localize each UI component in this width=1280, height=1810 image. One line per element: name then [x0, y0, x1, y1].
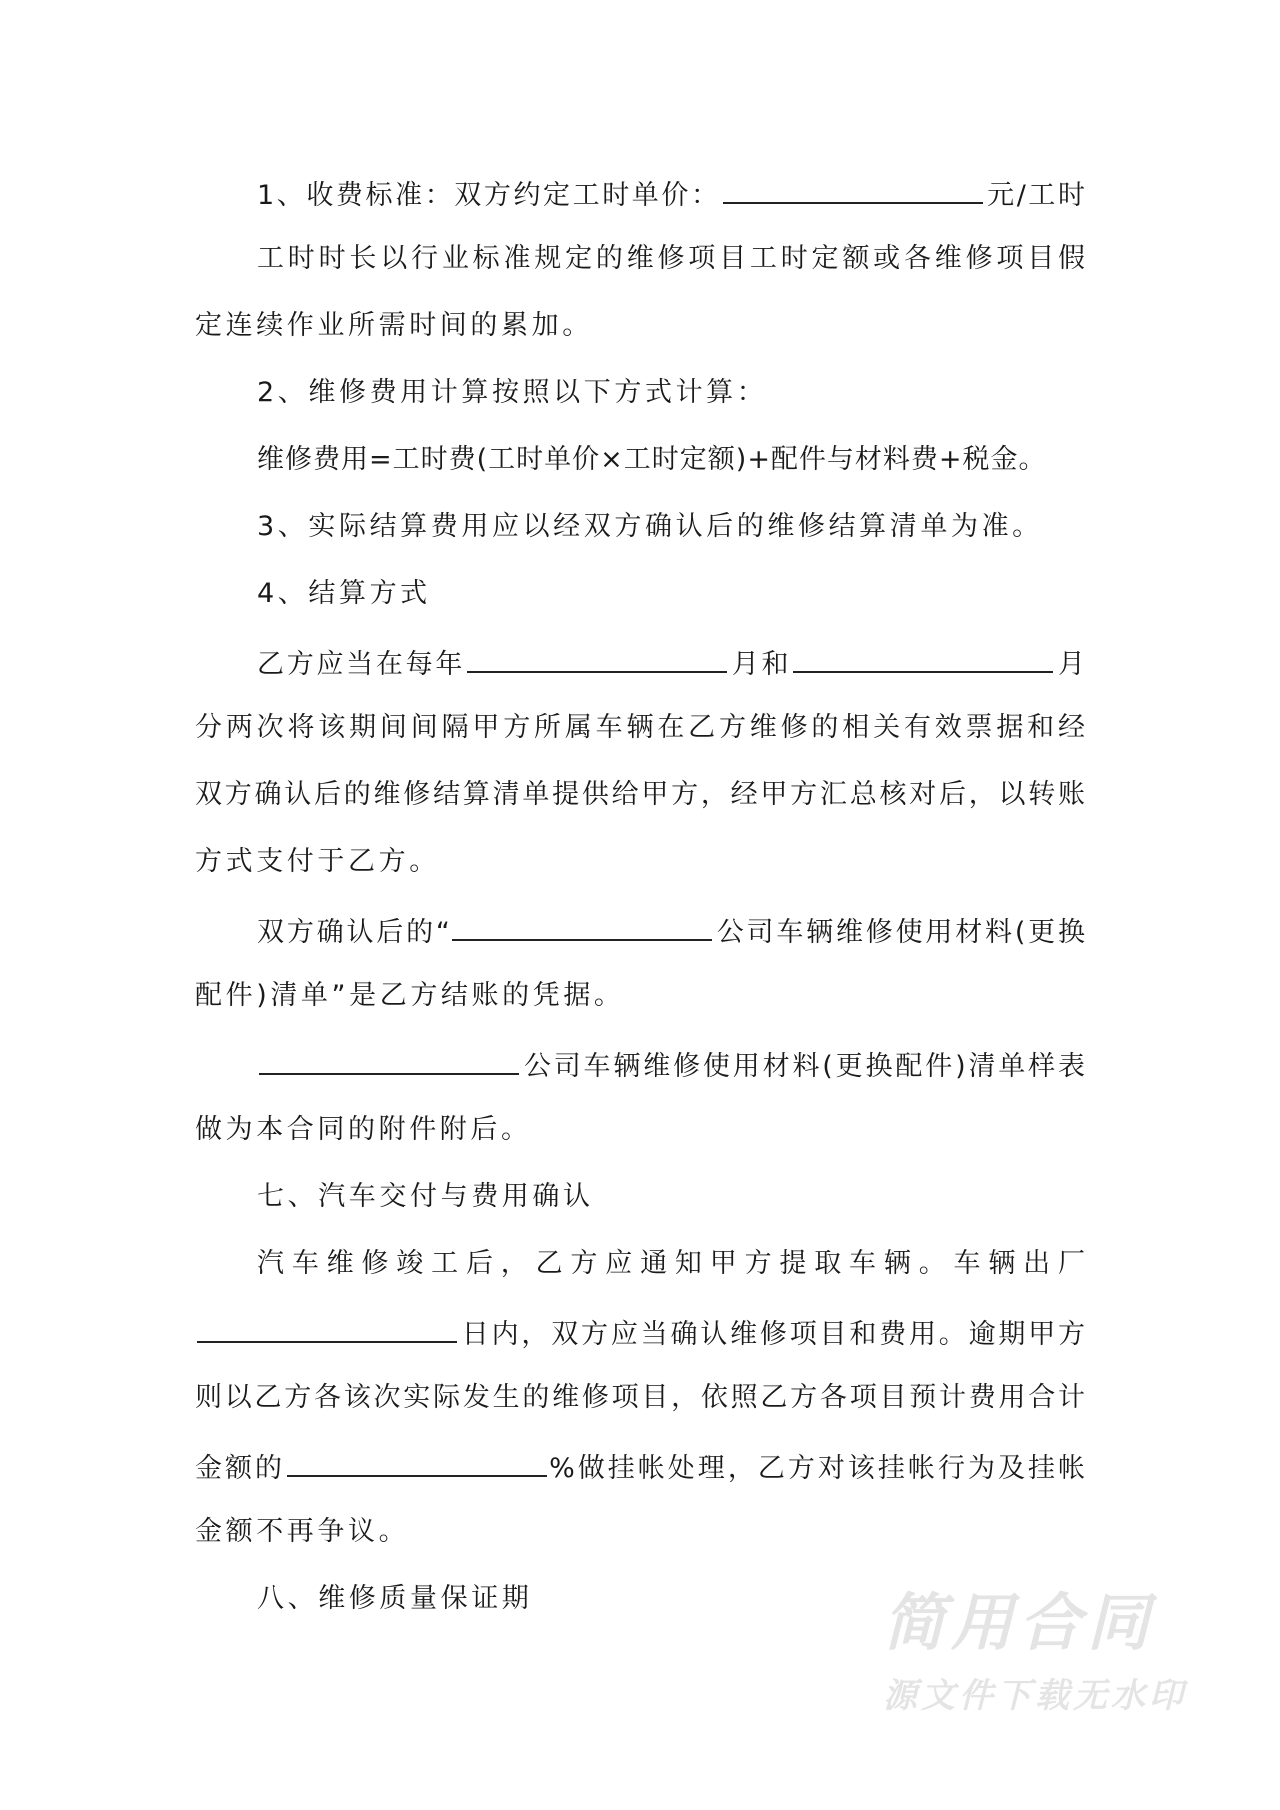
settlement-months-prefix: 乙方应当在每年 [257, 649, 466, 680]
paragraph-line: 工时时长以行业标准规定的维修项目工时定额或各维修项目假 [257, 243, 1085, 274]
paragraph-line: 分两次将该期间间隔甲方所属车辆在乙方维修的相关有效票据和经 [195, 712, 1085, 743]
section-heading-eight: 八、维修质量保证期 [257, 1583, 533, 1614]
materials-list-prefix: 双方确认后的“ [257, 917, 450, 948]
paragraph-line: 定连续作业所需时间的累加。 [195, 310, 593, 341]
hourly-rate-blank[interactable] [723, 172, 983, 204]
percentage-suffix: %做挂帐处理，乙方对该挂帐行为及挂帐 [549, 1453, 1086, 1484]
section-heading-2: 2、维修费用计算按照以下方式计算： [257, 377, 768, 408]
section-heading-4: 4、结算方式 [257, 578, 431, 609]
paragraph-line: 方式支付于乙方。 [195, 846, 440, 877]
first-month-blank[interactable] [467, 641, 727, 673]
company-name-blank[interactable] [452, 909, 712, 941]
settlement-months-suffix: 月 [1055, 649, 1086, 680]
sample-form-text: 公司车辆维修使用材料(更换配件)清单样表 [521, 1051, 1085, 1082]
paragraph-line: 双方确认后的维修结算清单提供给甲方，经甲方汇总核对后，以转账 [195, 779, 1085, 810]
confirm-days-text: 日内，双方应当确认维修项目和费用。逾期甲方 [459, 1319, 1085, 1350]
settlement-months-line [257, 641, 1085, 681]
paragraph-line: 做为本合同的附件附后。 [195, 1114, 532, 1145]
paragraph-line: 则以乙方各该次实际发生的维修项目，依照乙方各项目预计费用合计 [195, 1382, 1085, 1413]
percentage-prefix: 金额的 [195, 1453, 286, 1484]
percentage-line [195, 1445, 1085, 1485]
percentage-blank[interactable] [287, 1445, 547, 1477]
confirm-days-line [195, 1311, 1085, 1351]
sample-form-line [257, 1043, 1085, 1083]
fee-standard-line [257, 172, 1085, 212]
section-heading-3: 3、实际结算费用应以经双方确认后的维修结算清单为准。 [257, 511, 1043, 542]
cost-formula: 维修费用=工时费(工时单价×工时定额)+配件与材料费+税金。 [257, 444, 1047, 475]
materials-list-suffix: 公司车辆维修使用材料(更换 [713, 917, 1085, 948]
company-name-blank-2[interactable] [259, 1043, 519, 1075]
settlement-months-and: 月和 [729, 649, 792, 680]
section-heading-seven: 七、汽车交付与费用确认 [257, 1181, 594, 1212]
fee-standard-unit: 元/工时 [984, 180, 1085, 211]
fee-standard-label: 1、收费标准：双方约定工时单价： [257, 180, 721, 211]
materials-list-line [257, 909, 1085, 949]
second-month-blank[interactable] [793, 641, 1053, 673]
watermark-subtitle: 源文件下载无水印 [883, 1676, 1187, 1716]
paragraph-line: 金额不再争议。 [195, 1516, 410, 1547]
days-blank[interactable] [197, 1311, 457, 1343]
watermark-title: 简用合同 [883, 1586, 1156, 1659]
paragraph-line: 汽车维修竣工后，乙方应通知甲方提取车辆。车辆出厂 [257, 1248, 1085, 1279]
paragraph-line: 配件)清单”是乙方结账的凭据。 [195, 980, 625, 1011]
